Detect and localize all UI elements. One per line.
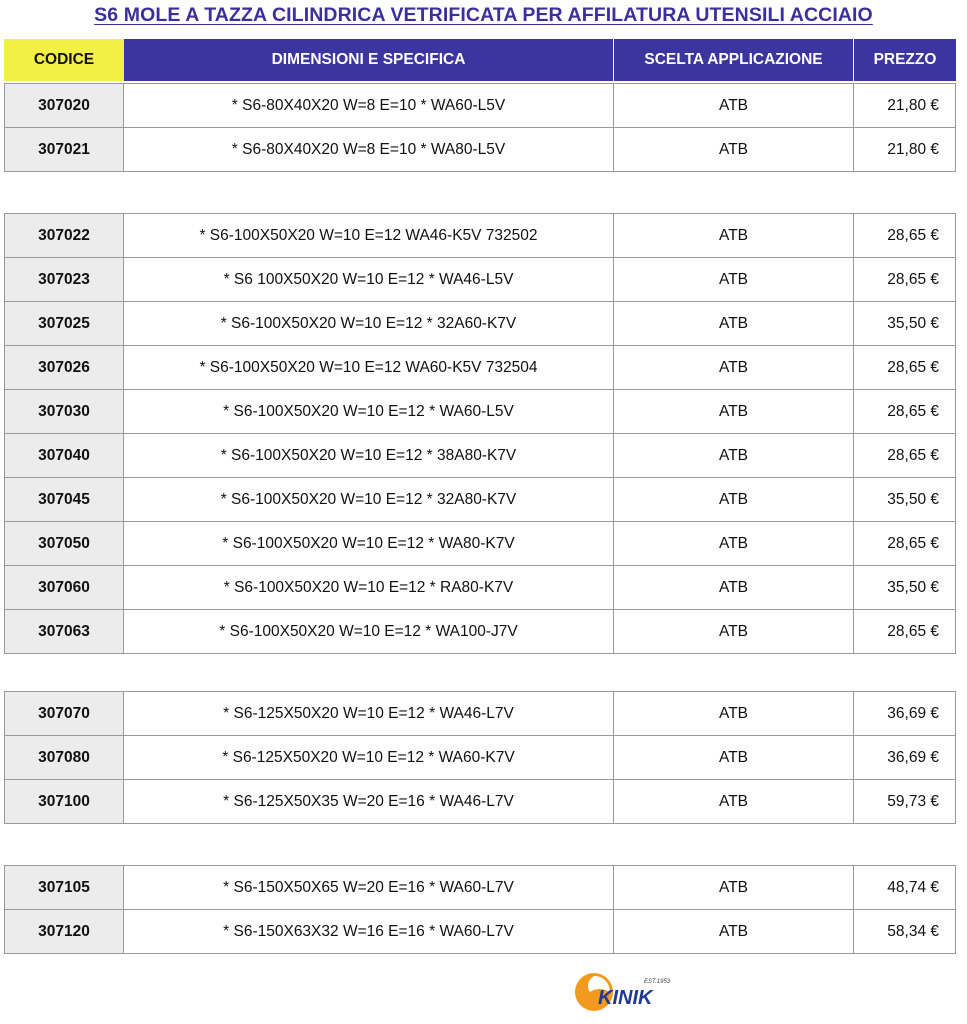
product-description: * S6-125X50X35 W=20 E=16 * WA46-L7V [124,780,614,824]
product-code: 307025 [5,302,124,346]
table-row [5,84,956,128]
table-row [5,780,956,824]
product-application: ATB [614,390,854,434]
product-price: 28,65 € [854,258,956,302]
product-price: 58,34 € [854,910,956,954]
table-row [5,214,956,258]
header-description: DIMENSIONI E SPECIFICA [124,39,614,81]
product-application: ATB [614,346,854,390]
product-description: * S6-100X50X20 W=10 E=12 * WA60-L5V [124,390,614,434]
table-row [5,128,956,172]
product-code: 307040 [5,434,124,478]
product-description: * S6-100X50X20 W=10 E=12 * 32A80-K7V [124,478,614,522]
product-price: 35,50 € [854,478,956,522]
product-code: 307100 [5,780,124,824]
product-code: 307020 [5,84,124,128]
product-description: * S6-100X50X20 W=10 E=12 * 32A60-K7V [124,302,614,346]
product-application: ATB [614,84,854,128]
product-application: ATB [614,434,854,478]
table-row [5,566,956,610]
product-price: 28,65 € [854,522,956,566]
product-application: ATB [614,610,854,654]
table-row [5,478,956,522]
product-description: * S6-150X63X32 W=16 E=16 * WA60-L7V [124,910,614,954]
kinik-logo [570,966,680,1018]
table-group [4,213,956,654]
table-row [5,434,956,478]
product-application: ATB [614,566,854,610]
table-row [5,258,956,302]
table-row [5,610,956,654]
table-group [4,865,956,954]
table-group [4,83,956,172]
product-description: * S6-100X50X20 W=10 E=12 * 38A80-K7V [124,434,614,478]
product-code: 307026 [5,346,124,390]
product-code: 307021 [5,128,124,172]
product-price: 28,65 € [854,390,956,434]
table-row [5,522,956,566]
product-application: ATB [614,910,854,954]
product-code: 307050 [5,522,124,566]
product-price: 48,74 € [854,866,956,910]
product-price: 59,73 € [854,780,956,824]
product-code: 307120 [5,910,124,954]
product-application: ATB [614,258,854,302]
product-price: 28,65 € [854,610,956,654]
product-application: ATB [614,302,854,346]
logo-est: EST.1953 [644,979,671,985]
header-application: SCELTA APPLICAZIONE [614,39,854,81]
product-description: * S6-80X40X20 W=8 E=10 * WA60-L5V [124,84,614,128]
product-code: 307080 [5,736,124,780]
product-description: * S6-100X50X20 W=10 E=12 WA60-K5V 732504 [124,346,614,390]
product-price: 21,80 € [854,128,956,172]
product-description: * S6-80X40X20 W=8 E=10 * WA80-L5V [124,128,614,172]
table-group [4,691,956,824]
table-header [4,39,956,81]
product-description: * S6-100X50X20 W=10 E=12 WA46-K5V 732502 [124,214,614,258]
product-code: 307063 [5,610,124,654]
product-application: ATB [614,866,854,910]
product-description: * S6 100X50X20 W=10 E=12 * WA46-L5V [124,258,614,302]
product-application: ATB [614,736,854,780]
product-description: * S6-100X50X20 W=10 E=12 * RA80-K7V [124,566,614,610]
product-application: ATB [614,692,854,736]
logo-brand: KINIK [598,987,653,1009]
page-title: S6 MOLE A TAZZA CILINDRICA VETRIFICATA PER AFFILATURA UTENSILI ACCIAIO [94,4,873,26]
table-row [5,910,956,954]
product-price: 28,65 € [854,214,956,258]
product-code: 307105 [5,866,124,910]
header-code: CODICE [4,39,124,81]
product-code: 307060 [5,566,124,610]
table-row [5,866,956,910]
product-application: ATB [614,522,854,566]
product-code: 307030 [5,390,124,434]
table-row [5,736,956,780]
product-price: 36,69 € [854,736,956,780]
product-price: 35,50 € [854,566,956,610]
product-code: 307023 [5,258,124,302]
header-price: PREZZO [873,51,937,68]
product-price: 28,65 € [854,434,956,478]
table-row [5,346,956,390]
product-description: * S6-100X50X20 W=10 E=12 * WA80-K7V [124,522,614,566]
product-code: 307045 [5,478,124,522]
product-description: * S6-100X50X20 W=10 E=12 * WA100-J7V [124,610,614,654]
product-price: 21,80 € [854,84,956,128]
table-row [5,302,956,346]
table-row [5,692,956,736]
product-application: ATB [614,214,854,258]
product-description: * S6-125X50X20 W=10 E=12 * WA46-L7V [124,692,614,736]
product-application: ATB [614,128,854,172]
product-price: 36,69 € [854,692,956,736]
product-application: ATB [614,478,854,522]
product-code: 307022 [5,214,124,258]
product-description: * S6-150X50X65 W=20 E=16 * WA60-L7V [124,866,614,910]
product-description: * S6-125X50X20 W=10 E=12 * WA60-K7V [124,736,614,780]
table-row [5,390,956,434]
product-code: 307070 [5,692,124,736]
product-application: ATB [614,780,854,824]
product-price: 28,65 € [854,346,956,390]
product-price: 35,50 € [854,302,956,346]
